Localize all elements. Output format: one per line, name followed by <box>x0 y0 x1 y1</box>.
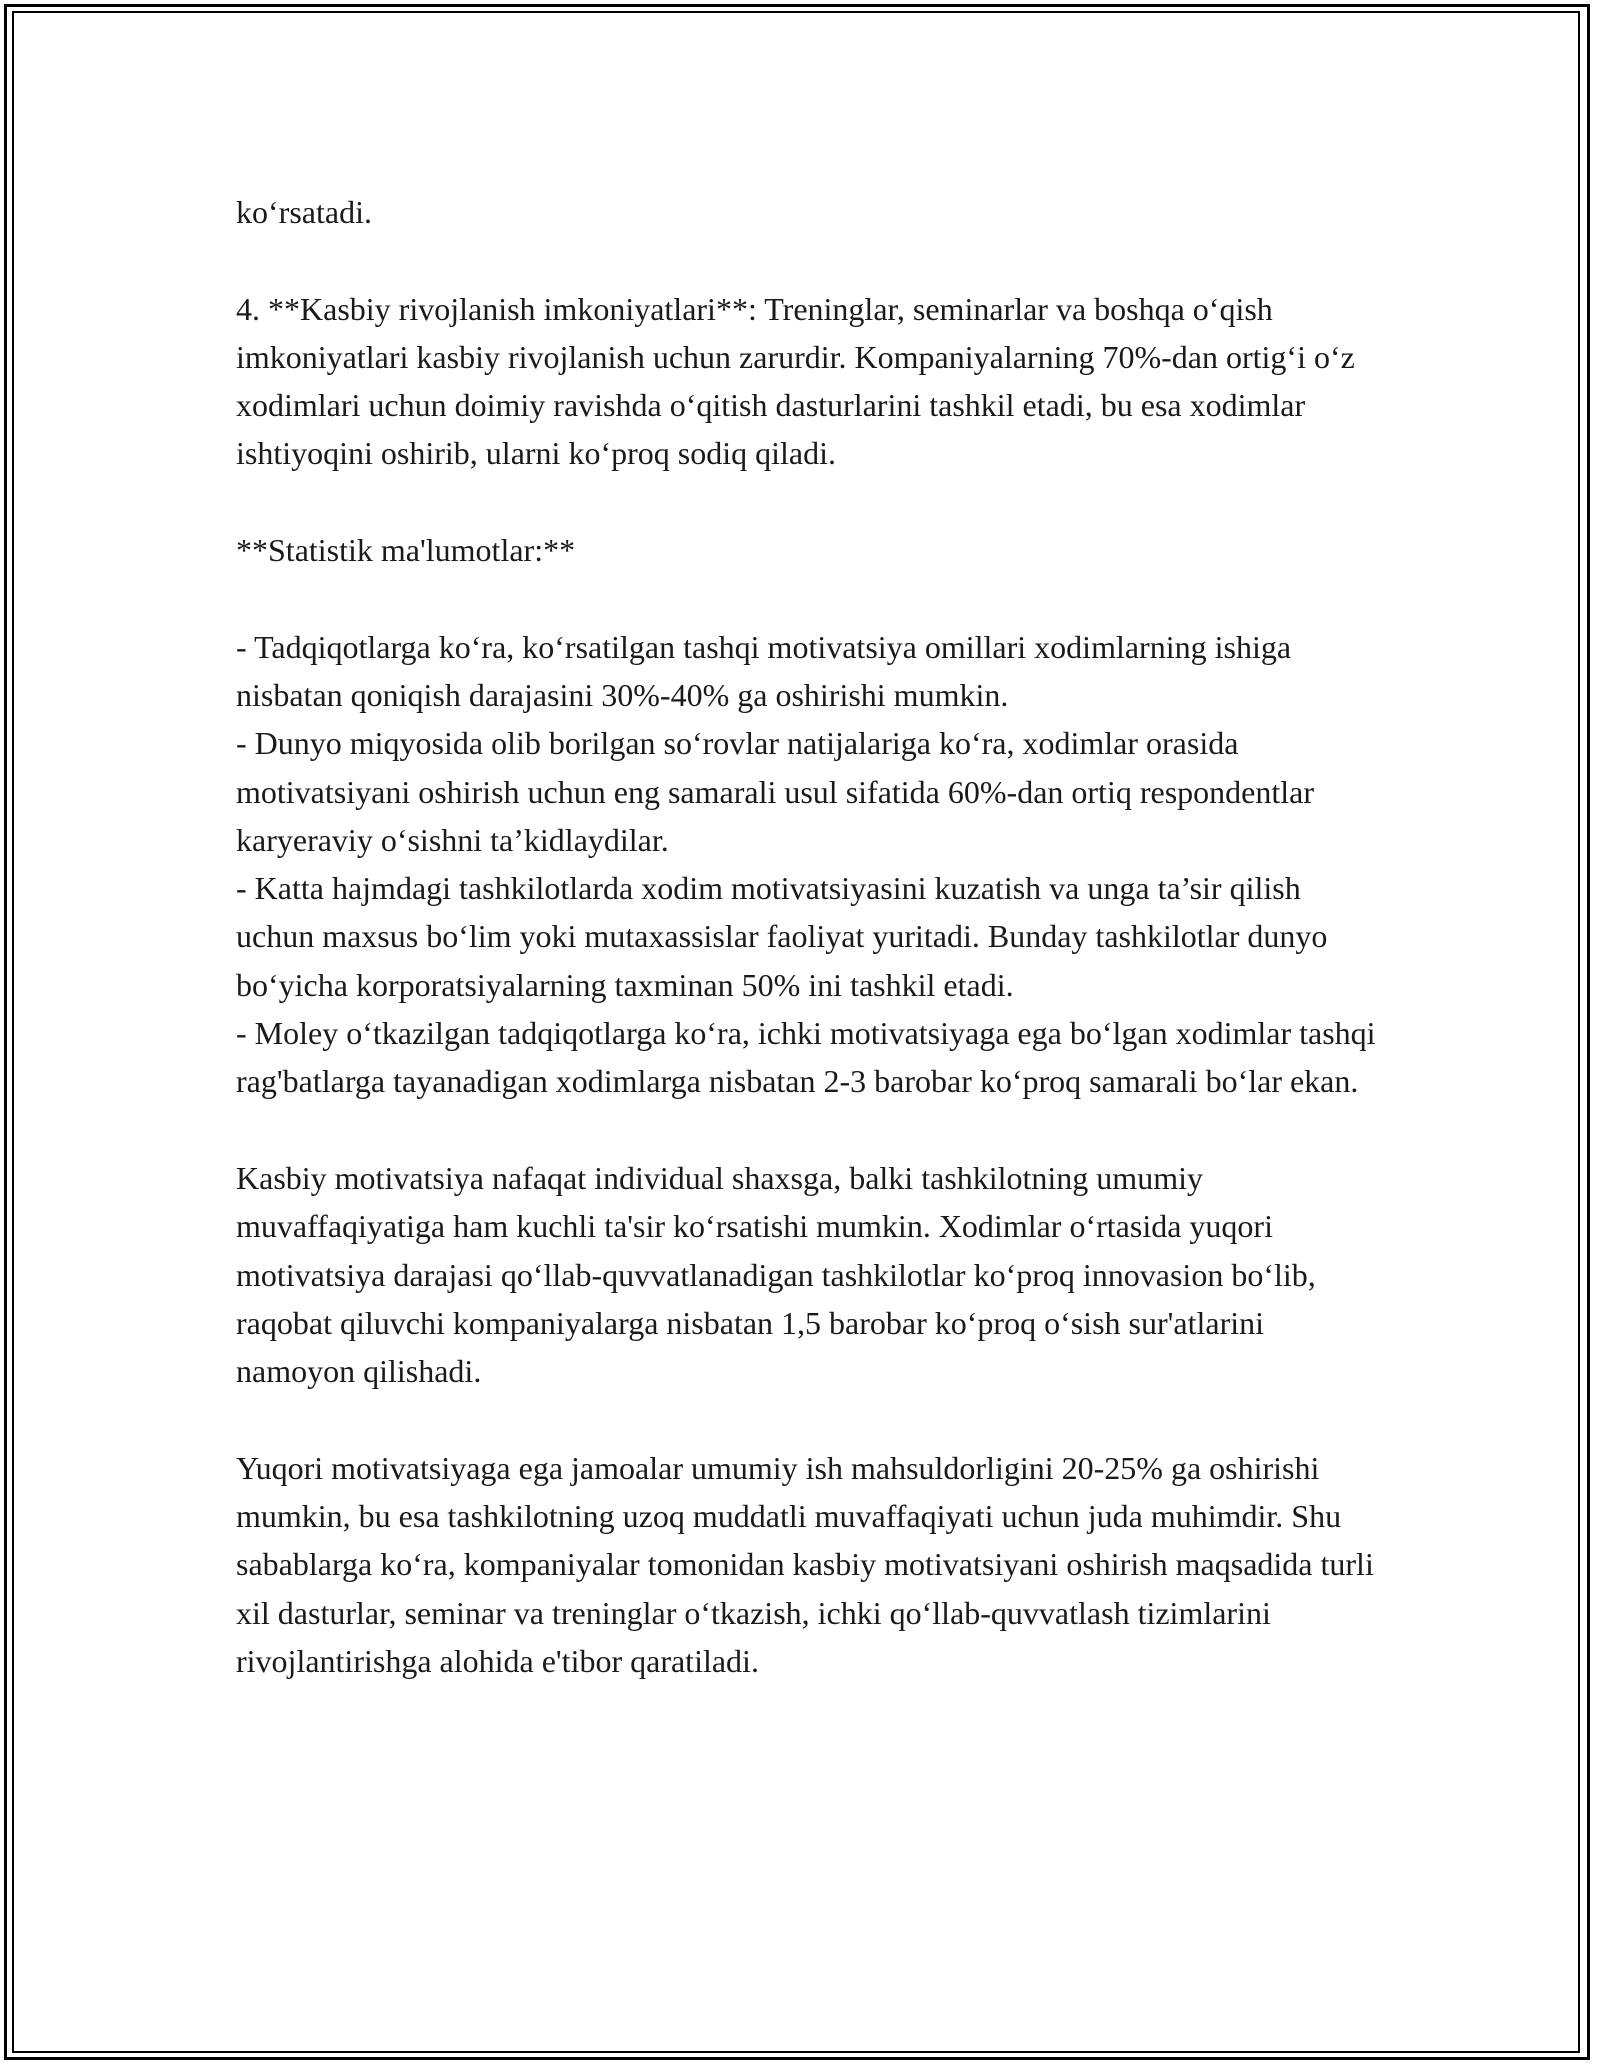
paragraph-gap <box>236 574 1376 622</box>
list-item-statistic: - Tadqiqotlarga ko‘ra, ko‘rsatilgan tashqi motivatsiya omillari xodimlarning ishiga nisbatan qoniqish darajasini 30%-40% ga oshirishi mumkin. <box>236 628 1292 713</box>
paragraph-gap <box>236 1395 1376 1443</box>
paragraph-organizational-impact: Kasbiy motivatsiya nafaqat individual shaxsga, balki tashkilotning umumiy muvaffaqiyatiga ham kuchli ta'sir ko‘rsatishi mumkin. Xodimlar o‘rtasida yuqori motivatsiya darajasi qo‘llab-quvvatlanadigan tashkilotlar ko‘proq innovasion bo‘lib, raqobat qiluvchi kompaniyalarga nisbatan 1,5 barobar ko‘proq o‘sish sur'atlarini namoyon qilishadi. <box>236 1159 1316 1390</box>
list-item-statistic: - Moley o‘tkazilgan tadqiqotlarga ko‘ra, ichki motivatsiyaga ega bo‘lgan xodimlar tashqi rag'batlarga tayanadigan xodimlarga nisbatan 2-3 barobar ko‘proq samarali bo‘lar ekan. <box>236 1015 1376 1100</box>
list-item-statistic: - Dunyo miqyosida olib borilgan so‘rovlar natijalariga ko‘ra, xodimlar orasida motivatsiyani oshirish uchun eng samarali usul sifatida 60%-dan ortiq respondentlar karyeraviy o‘sishni ta’kidlaydilar. <box>236 725 1314 858</box>
paragraph-gap <box>236 478 1376 526</box>
section-heading-statistics: **Statistik ma'lumotlar:** <box>236 532 576 569</box>
paragraph-continuation: ko‘rsatadi. <box>236 194 372 230</box>
list-item-statistic: - Katta hajmdagi tashkilotlarda xodim motivatsiyasini kuzatish va unga ta’sir qilish uchun maxsus bo‘lim yoki mutaxassislar faoliyat yuritadi. Bunday tashkilotlar dunyo bo‘yicha korporatsiyalarning taxminan 50% ini tashkil etadi. <box>236 870 1328 1003</box>
paragraph-team-productivity: Yuqori motivatsiyaga ega jamoalar umumiy ish mahsuldorligini 20-25% ga oshirishi mumkin, bu esa tashkilotning uzoq muddatli muvaffaqiyati uchun juda muhimdir. Shu sabablarga ko‘ra, kompaniyalar tomonidan kasbiy motivatsiyani oshirish maqsadida turli xil dasturlar, seminar va treninglar o‘tkazish, ichki qo‘llab-quvvatlash tizimlarini rivojlantirishga alohida e'tibor qaratiladi. <box>236 1449 1374 1679</box>
document-body <box>236 188 1376 1685</box>
paragraph-gap <box>236 1106 1376 1154</box>
paragraph-gap <box>236 236 1376 284</box>
paragraph-professional-development: 4. **Kasbiy rivojlanish imkoniyatlari**: Treninglar, seminarlar va boshqa o‘qish imkoniyatlari kasbiy rivojlanish uchun zarurdir. Kompaniyalarning 70%-dan ortig‘i o‘z xodimlari uchun doimiy ravishda o‘qitish dasturlarini tashkil etadi, bu esa xodimlar ishtiyoqini oshirib, ularni ko‘proq sodiq qiladi. <box>236 290 1355 472</box>
